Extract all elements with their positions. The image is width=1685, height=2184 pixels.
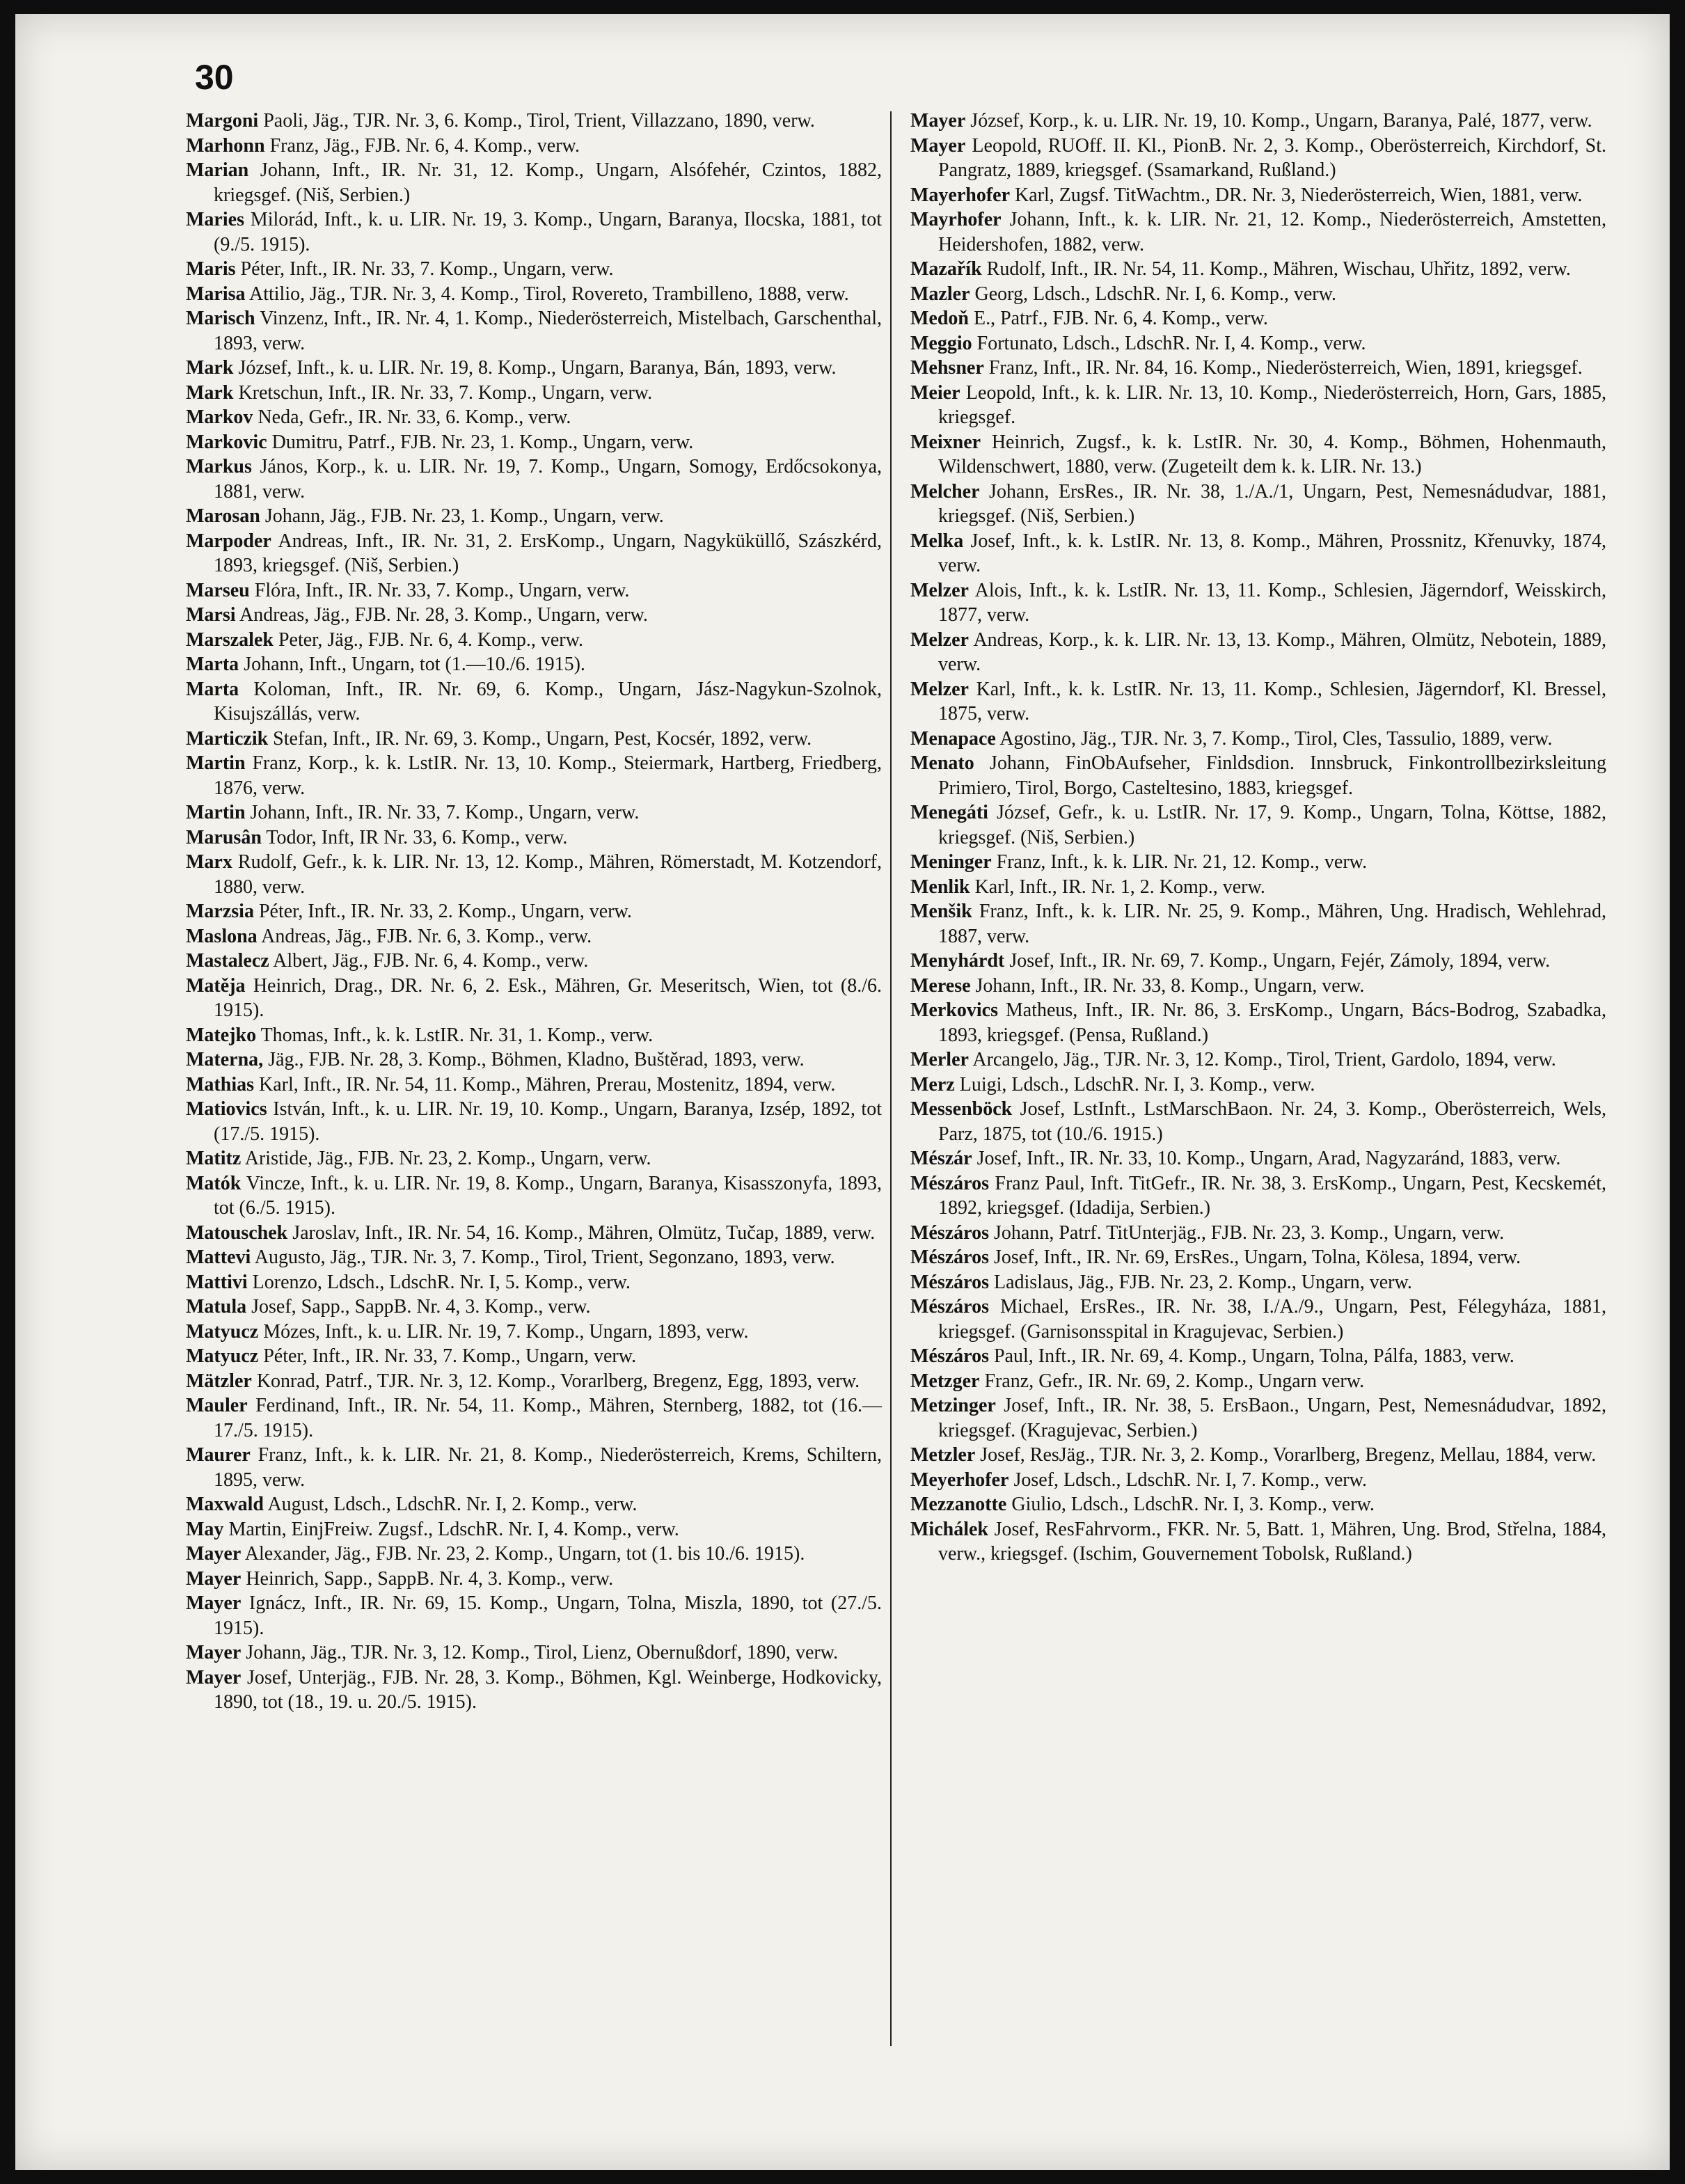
entry-details: Flóra, Inft., IR. Nr. 33, 7. Komp., Ungarn, verw. xyxy=(249,579,630,601)
roster-entry xyxy=(186,1023,882,1048)
entry-surname: Maris xyxy=(186,258,236,280)
roster-entry xyxy=(186,1245,882,1270)
roster-entry xyxy=(186,1171,882,1221)
roster-entry xyxy=(910,1097,1606,1146)
entry-details: István, Inft., k. u. LIR. Nr. 19, 10. Komp., Ungarn, Baranya, Izsép, 1892, tot (17./5. 1915). xyxy=(214,1098,882,1145)
entry-surname: Medoň xyxy=(910,308,969,329)
roster-entry xyxy=(910,207,1606,257)
roster-entry xyxy=(186,628,882,653)
entry-surname: Melzer xyxy=(910,628,969,651)
entry-surname: Mauler xyxy=(186,1395,248,1416)
roster-entry xyxy=(910,677,1606,727)
roster-entry xyxy=(186,356,882,381)
entry-details: Lorenzo, Ldsch., LdschR. Nr. I, 5. Komp., verw. xyxy=(247,1271,631,1293)
document-page xyxy=(15,14,1670,2170)
entry-details: Josef, Sapp., SappB. Nr. 4, 3. Komp., verw. xyxy=(246,1296,591,1317)
entry-surname: Mészáros xyxy=(910,1345,989,1367)
entry-details: Kretschun, Inft., IR. Nr. 33, 7. Komp., Ungarn, verw. xyxy=(233,381,653,404)
entry-surname: Matók xyxy=(186,1172,242,1194)
roster-entry xyxy=(910,1443,1606,1468)
roster-entry xyxy=(910,998,1606,1047)
roster-entry xyxy=(186,1295,882,1320)
entry-details: Alexander, Jäg., FJB. Nr. 23, 2. Komp., Ungarn, tot (1. bis 10./6. 1915). xyxy=(241,1543,805,1565)
entry-surname: Matouschek xyxy=(186,1221,288,1244)
entry-surname: Marusân xyxy=(186,826,262,848)
entry-details: Ferdinand, Inft., IR. Nr. 54, 11. Komp., Mähren, Sternberg, 1882, tot (16.—17./5. 1915). xyxy=(214,1395,882,1441)
entry-surname: Margoni xyxy=(186,110,259,132)
roster-entry xyxy=(186,207,882,257)
entry-details: Franz, Korp., k. k. LstIR. Nr. 13, 10. Komp., Steiermark, Hartberg, Friedberg, 1876, verw. xyxy=(214,752,882,799)
entry-details: Johann, Jäg., TJR. Nr. 3, 12. Komp., Tirol, Lienz, Obernußdorf, 1890, verw. xyxy=(241,1642,839,1663)
entry-details: Neda, Gefr., IR. Nr. 33, 6. Komp., verw. xyxy=(253,406,571,428)
entry-details: Milorád, Inft., k. u. LIR. Nr. 19, 3. Komp., Ungarn, Baranya, Ilocska, 1881, tot (9./5. 1915). xyxy=(214,209,882,255)
roster-entry xyxy=(186,306,882,356)
entry-details: Johann, FinObAufseher, Finldsdion. Innsbruck, Finkontrollbezirksleitung Primiero, Tirol, Borgo, Casteltesino, 1883, kriegsgef. xyxy=(938,752,1606,799)
entry-surname: Marisa xyxy=(186,283,246,305)
roster-entry xyxy=(186,578,882,603)
entry-surname: Matiovics xyxy=(186,1098,267,1120)
roster-entry xyxy=(186,825,882,850)
entry-surname: Menlik xyxy=(910,876,970,898)
entry-details: Thomas, Inft., k. k. LstIR. Nr. 31, 1. Komp., verw. xyxy=(256,1024,654,1046)
entry-surname: Mathias xyxy=(186,1073,254,1095)
entry-details: Paul, Inft., IR. Nr. 69, 4. Komp., Ungarn, Tolna, Pálfa, 1883, verw. xyxy=(989,1345,1514,1367)
roster-entry xyxy=(186,1567,882,1592)
roster-entry xyxy=(910,949,1606,974)
entry-details: Johann, Inft., Ungarn, tot (1.—10./6. 1915). xyxy=(239,654,585,675)
roster-entry xyxy=(186,1146,882,1171)
entry-surname: Marx xyxy=(186,851,232,873)
entry-surname: Maxwald xyxy=(186,1494,264,1515)
roster-entry xyxy=(910,751,1606,800)
entry-surname: Matyucz xyxy=(186,1320,259,1343)
entry-surname: Meninger xyxy=(910,851,992,873)
roster-entry xyxy=(186,652,882,677)
roster-entry xyxy=(186,677,882,727)
entry-details: Andreas, Jäg., FJB. Nr. 6, 3. Komp., verw. xyxy=(257,925,592,947)
roster-entry xyxy=(910,899,1606,949)
entry-surname: Mazler xyxy=(910,283,970,305)
roster-entry xyxy=(910,1047,1606,1073)
entry-surname: Melka xyxy=(910,530,964,552)
entry-details: Jaroslav, Inft., IR. Nr. 54, 16. Komp., Mähren, Olmütz, Tučap, 1889, verw. xyxy=(287,1221,876,1244)
entry-surname: Marta xyxy=(186,654,239,675)
entry-details: Todor, Inft, IR Nr. 33, 6. Komp., verw. xyxy=(261,826,568,848)
roster-entry xyxy=(910,1468,1606,1493)
roster-entry xyxy=(186,1517,882,1542)
entry-details: Karl, Inft., k. k. LstIR. Nr. 13, 11. Komp., Schlesien, Jägerndorf, Kl. Bressel, 1875, verw. xyxy=(938,678,1606,725)
roster-entry xyxy=(186,1443,882,1492)
entry-surname: Mészáros xyxy=(910,1172,989,1194)
roster-entry xyxy=(910,430,1606,480)
entry-surname: Mayer xyxy=(186,1543,242,1565)
entry-details: Josef, Inft., IR. Nr. 38, 5. ErsBaon., Ungarn, Pest, Nemesnádudvar, 1892, kriegsgef. (Kragujevac, Serbien.) xyxy=(938,1395,1606,1441)
roster-entry xyxy=(910,1270,1606,1295)
entry-surname: Mehsner xyxy=(910,357,984,379)
entry-details: Vinzenz, Inft., IR. Nr. 4, 1. Komp., Niederösterreich, Mistelbach, Garschenthal, 1893, verw. xyxy=(214,308,882,354)
entry-details: Georg, Ldsch., LdschR. Nr. I, 6. Komp., verw. xyxy=(970,283,1336,305)
roster-entry xyxy=(910,381,1606,430)
roster-entry xyxy=(910,480,1606,529)
roster-entry xyxy=(186,1393,882,1443)
roster-entry xyxy=(910,183,1606,208)
roster-entry xyxy=(186,800,882,825)
roster-entry xyxy=(910,134,1606,183)
entry-details: Johann, Inft., IR. Nr. 33, 7. Komp., Ungarn, verw. xyxy=(245,802,640,823)
entry-surname: Messenböck xyxy=(910,1098,1013,1120)
entry-details: Leopold, RUOff. II. Kl., PionB. Nr. 2, 3. Komp., Oberösterreich, Kirchdorf, St. Pangratz, 1889, kriegsgef. (Ssamarkand, Rußland.) xyxy=(938,134,1606,181)
roster-entry xyxy=(186,949,882,974)
entry-details: Josef, Inft., IR. Nr. 69, ErsRes., Ungarn, Tolna, Kölesa, 1894, verw. xyxy=(989,1247,1521,1268)
entry-details: Mózes, Inft., k. u. LIR. Nr. 19, 7. Komp., Ungarn, 1893, verw. xyxy=(258,1320,749,1343)
entry-surname: Meier xyxy=(910,381,960,404)
entry-surname: May xyxy=(186,1518,224,1540)
entry-details: József, Gefr., k. u. LstIR. Nr. 17, 9. Komp., Ungarn, Tolna, Köttse, 1882, kriegsgef. (Niš, Serbien.) xyxy=(938,802,1606,848)
entry-surname: Menato xyxy=(910,752,974,774)
roster-entry xyxy=(186,1097,882,1146)
roster-entry xyxy=(910,727,1606,752)
entry-surname: Matyucz xyxy=(186,1345,259,1367)
entry-surname: Marsi xyxy=(186,604,236,626)
entry-surname: Mark xyxy=(186,357,234,379)
entry-surname: Maslona xyxy=(186,925,258,947)
roster-entry xyxy=(910,1492,1606,1517)
roster-entry xyxy=(910,1245,1606,1270)
entry-details: Josef, Inft., k. k. LstIR. Nr. 13, 8. Komp., Mähren, Prossnitz, Křenuvky, 1874, verw. xyxy=(938,530,1606,576)
roster-entry xyxy=(186,974,882,1023)
entry-details: Rudolf, Inft., IR. Nr. 54, 11. Komp., Mähren, Wischau, Uhřitz, 1892, verw. xyxy=(981,258,1571,280)
entry-surname: Mészáros xyxy=(910,1247,989,1268)
roster-entry xyxy=(186,1047,882,1073)
entry-details: Johann, Inft., IR. Nr. 31, 12. Komp., Ungarn, Alsófehér, Czintos, 1882, kriegsgef. (Niš, Serbien.) xyxy=(214,159,882,206)
entry-surname: Mattivi xyxy=(186,1271,248,1293)
roster-entry xyxy=(910,356,1606,381)
roster-entry xyxy=(186,282,882,307)
entry-details: Josef, ResFahrvorm., FKR. Nr. 5, Batt. 1, Mähren, Ung. Brod, Střelna, 1884, verw., kriegsgef. (Ischim, Gouvernement Tobolsk, Rußland.) xyxy=(938,1518,1606,1565)
entry-details: Peter, Jäg., FJB. Nr. 6, 4. Komp., verw. xyxy=(273,628,584,651)
entry-details: August, Ldsch., LdschR. Nr. I, 2. Komp., verw. xyxy=(264,1494,638,1515)
entry-surname: Mark xyxy=(186,381,234,404)
entry-details: Leopold, Inft., k. k. LIR. Nr. 13, 10. Komp., Niederösterreich, Horn, Gars, 1885, kriegsgef. xyxy=(938,381,1606,428)
entry-surname: Marta xyxy=(186,678,239,700)
roster-entry xyxy=(910,578,1606,628)
entry-details: Alois, Inft., k. k. LstIR. Nr. 13, 11. Komp., Schlesien, Jägerndorf, Weisskirch, 1877, verw. xyxy=(938,579,1606,626)
roster-entry xyxy=(186,899,882,924)
entry-details: Stefan, Inft., IR. Nr. 69, 3. Komp., Ungarn, Pest, Kocsér, 1892, verw. xyxy=(268,727,812,750)
roster-entry xyxy=(910,875,1606,900)
roster-entry xyxy=(910,282,1606,307)
entry-surname: Marpoder xyxy=(186,530,271,552)
entry-details: Franz, Inft., k. k. LIR. Nr. 25, 9. Komp., Mähren, Ung. Hradisch, Wehlehrad, 1887, verw. xyxy=(938,901,1606,947)
entry-surname: Menapace xyxy=(910,727,996,750)
entry-details: Heinrich, Sapp., SappB. Nr. 4, 3. Komp., verw. xyxy=(241,1567,614,1590)
roster-entry xyxy=(910,1073,1606,1098)
left-column xyxy=(186,109,882,1715)
entry-surname: Mayerhofer xyxy=(910,184,1011,206)
roster-entry xyxy=(186,405,882,430)
entry-surname: Merz xyxy=(910,1073,955,1095)
roster-entry xyxy=(910,257,1606,282)
entry-details: Franz Paul, Inft. TitGefr., IR. Nr. 38, 3. ErsKomp., Ungarn, Pest, Kecskemét, 1892, kriegsgef. (Idadija, Serbien.) xyxy=(938,1172,1606,1219)
roster-entry xyxy=(186,727,882,752)
entry-details: Josef, Inft., IR. Nr. 69, 7. Komp., Ungarn, Fejér, Zámoly, 1894, verw. xyxy=(1004,950,1551,972)
roster-entry xyxy=(910,306,1606,331)
right-column xyxy=(910,109,1606,1567)
entry-surname: Mayrhofer xyxy=(910,209,1002,230)
entry-surname: Mayer xyxy=(910,110,966,132)
roster-entry xyxy=(186,751,882,800)
roster-entry xyxy=(910,628,1606,677)
entry-surname: Merese xyxy=(910,974,971,997)
entry-surname: Mastalecz xyxy=(186,950,269,972)
entry-details: Ignácz, Inft., IR. Nr. 69, 15. Komp., Ungarn, Tolna, Miszla, 1890, tot (27./5. 1915). xyxy=(214,1592,882,1639)
roster-entry xyxy=(910,850,1606,875)
entry-surname: Mayer xyxy=(186,1567,242,1590)
entry-details: Agostino, Jäg., TJR. Nr. 3, 7. Komp., Tirol, Cles, Tassulio, 1889, verw. xyxy=(995,727,1553,750)
entry-surname: Marisch xyxy=(186,308,255,329)
roster-entry xyxy=(910,331,1606,356)
roster-entry xyxy=(186,1320,882,1345)
entry-details: Johann, ErsRes., IR. Nr. 38, 1./A./1, Ungarn, Pest, Nemesnádudvar, 1881, kriegsgef. (Niš, Serbien.) xyxy=(938,480,1606,527)
entry-details: József, Korp., k. u. LIR. Nr. 19, 10. Komp., Ungarn, Baranya, Palé, 1877, verw. xyxy=(965,110,1592,132)
page-number: 30 xyxy=(195,58,234,97)
roster-entry xyxy=(186,381,882,406)
entry-details: Franz, Inft., IR. Nr. 84, 16. Komp., Niederösterreich, Wien, 1891, kriegsgef. xyxy=(983,357,1583,379)
roster-entry xyxy=(186,603,882,628)
entry-surname: Meggio xyxy=(910,332,972,354)
roster-entry xyxy=(186,529,882,578)
entry-surname: Mészáros xyxy=(910,1296,989,1317)
entry-details: Péter, Inft., IR. Nr. 33, 2. Komp., Ungarn, verw. xyxy=(253,901,632,922)
roster-entry xyxy=(186,430,882,455)
entry-surname: Matěja xyxy=(186,974,246,997)
roster-entry xyxy=(186,109,882,134)
entry-surname: Markov xyxy=(186,406,253,428)
entry-surname: Matejko xyxy=(186,1024,257,1046)
entry-details: Péter, Inft., IR. Nr. 33, 7. Komp., Ungarn, verw. xyxy=(235,258,614,280)
entry-details: Paoli, Jäg., TJR. Nr. 3, 6. Komp., Tirol, Trient, Villazzano, 1890, verw. xyxy=(258,110,815,132)
roster-entry xyxy=(186,504,882,529)
entry-details: Andreas, Jäg., FJB. Nr. 28, 3. Komp., Ungarn, verw. xyxy=(235,604,648,626)
entry-details: Franz, Inft., k. k. LIR. Nr. 21, 12. Komp., verw. xyxy=(991,851,1368,873)
entry-details: Aristide, Jäg., FJB. Nr. 23, 2. Komp., Ungarn, verw. xyxy=(241,1148,651,1169)
entry-details: Karl, Inft., IR. Nr. 1, 2. Komp., verw. xyxy=(970,876,1265,898)
entry-details: Augusto, Jäg., TJR. Nr. 3, 7. Komp., Tirol, Trient, Segonzano, 1893, verw. xyxy=(251,1247,835,1268)
entry-surname: Melcher xyxy=(910,480,980,503)
entry-surname: Melzer xyxy=(910,678,969,700)
roster-entry xyxy=(186,924,882,949)
entry-details: Andreas, Inft., IR. Nr. 31, 2. ErsKomp., Ungarn, Nagyküküllő, Szászkérd, 1893, kriegsgef. (Niš, Serbien.) xyxy=(214,530,882,576)
entry-details: Giulio, Ldsch., LdschR. Nr. I, 3. Komp., verw. xyxy=(1006,1494,1375,1515)
entry-details: Martin, EinjFreiw. Zugsf., LdschR. Nr. I, 4. Komp., verw. xyxy=(223,1518,679,1540)
entry-details: Attilio, Jäg., TJR. Nr. 3, 4. Komp., Tirol, Rovereto, Trambilleno, 1888, verw. xyxy=(245,283,849,305)
entry-details: Josef, Inft., IR. Nr. 33, 10. Komp., Ungarn, Arad, Nagyzaránd, 1883, verw. xyxy=(972,1148,1561,1169)
entry-surname: Menšik xyxy=(910,901,972,922)
entry-details: Franz, Jäg., FJB. Nr. 6, 4. Komp., verw. xyxy=(264,134,580,157)
entry-surname: Marzsia xyxy=(186,901,254,922)
entry-surname: Mayer xyxy=(186,1592,242,1614)
roster-entry xyxy=(910,529,1606,578)
entry-surname: Mészáros xyxy=(910,1271,989,1293)
entry-surname: Mészáros xyxy=(910,1221,989,1244)
entry-surname: Mattevi xyxy=(186,1247,251,1268)
roster-entry xyxy=(910,974,1606,999)
roster-entry xyxy=(186,1221,882,1246)
entry-surname: Michálek xyxy=(910,1518,988,1540)
roster-entry xyxy=(910,1344,1606,1369)
entry-surname: Mazařík xyxy=(910,258,982,280)
entry-surname: Marhonn xyxy=(186,134,265,157)
entry-surname: Maries xyxy=(186,209,244,230)
entry-surname: Metzger xyxy=(910,1370,980,1392)
roster-entry xyxy=(910,1221,1606,1246)
entry-surname: Metzler xyxy=(910,1444,976,1466)
roster-entry xyxy=(910,109,1606,134)
entry-details: Franz, Inft., k. k. LIR. Nr. 21, 8. Komp., Niederösterreich, Krems, Schiltern, 1895, verw. xyxy=(214,1444,882,1491)
entry-details: Karl, Zugsf. TitWachtm., DR. Nr. 3, Niederösterreich, Wien, 1881, verw. xyxy=(1010,184,1583,206)
roster-entry xyxy=(186,454,882,504)
entry-surname: Mezzanotte xyxy=(910,1494,1007,1515)
entry-surname: Markus xyxy=(186,456,252,477)
entry-surname: Mészár xyxy=(910,1148,972,1169)
roster-entry xyxy=(186,1591,882,1640)
entry-details: Jäg., FJB. Nr. 28, 3. Komp., Böhmen, Kladno, Buštěrad, 1893, verw. xyxy=(263,1049,805,1070)
entry-details: Josef, Unterjäg., FJB. Nr. 28, 3. Komp., Böhmen, Kgl. Weinberge, Hodkovicky, 1890, tot (18., 19. u. 20./5. 1915). xyxy=(214,1666,882,1713)
entry-surname: Mayer xyxy=(910,134,966,157)
entry-details: Dumitru, Patrf., FJB. Nr. 23, 1. Komp., Ungarn, verw. xyxy=(267,431,694,453)
entry-surname: Merkovics xyxy=(910,999,998,1021)
entry-details: Josef, ResJäg., TJR. Nr. 3, 2. Komp., Vorarlberg, Bregenz, Mellau, 1884, verw. xyxy=(975,1444,1597,1466)
entry-details: Vincze, Inft., k. u. LIR. Nr. 19, 8. Komp., Ungarn, Baranya, Kisasszonyfa, 1893, tot (6./5. 1915). xyxy=(214,1172,882,1219)
entry-details: Fortunato, Ldsch., LdschR. Nr. I, 4. Komp., verw. xyxy=(972,332,1366,354)
entry-details: Heinrich, Zugsf., k. k. LstIR. Nr. 30, 4. Komp., Böhmen, Hohenmauth, Wildenschwert, 1880, verw. (Zugeteilt dem k. k. LIR. Nr. 13.) xyxy=(938,431,1606,477)
entry-surname: Melzer xyxy=(910,579,969,601)
entry-details: Koloman, Inft., IR. Nr. 69, 6. Komp., Ungarn, Jász-Nagykun-Szolnok, Kisujszállás, verw. xyxy=(214,678,882,725)
entry-surname: Markovic xyxy=(186,431,267,453)
entry-details: Ladislaus, Jäg., FJB. Nr. 23, 2. Komp., Ungarn, verw. xyxy=(989,1271,1412,1293)
roster-entry xyxy=(910,1295,1606,1344)
roster-entry xyxy=(910,1393,1606,1443)
entry-surname: Marosan xyxy=(186,505,260,527)
entry-surname: Matula xyxy=(186,1296,247,1317)
roster-entry xyxy=(186,1344,882,1369)
entry-surname: Metzinger xyxy=(910,1395,996,1416)
entry-details: Josef, LstInft., LstMarschBaon. Nr. 24, 3. Komp., Oberösterreich, Wels, Parz, 1875, tot (10./6. 1915.) xyxy=(938,1098,1606,1145)
entry-details: Johann, Inft., IR. Nr. 33, 8. Komp., Ungarn, verw. xyxy=(970,974,1365,997)
roster-entry xyxy=(910,1369,1606,1394)
roster-entry xyxy=(910,1146,1606,1171)
entry-details: E., Patrf., FJB. Nr. 6, 4. Komp., verw. xyxy=(969,308,1268,329)
roster-entry xyxy=(186,158,882,207)
roster-entry xyxy=(186,1270,882,1295)
entry-details: Michael, ErsRes., IR. Nr. 38, I./A./9., Ungarn, Pest, Félegyháza, 1881, kriegsgef. (Garnisonsspital in Kragujevac, Serbien.) xyxy=(938,1296,1606,1343)
entry-surname: Mätzler xyxy=(186,1370,252,1392)
entry-details: Rudolf, Gefr., k. k. LIR. Nr. 13, 12. Komp., Mähren, Römerstadt, M. Kotzendorf, 1880, verw. xyxy=(214,851,882,898)
entry-details: Luigi, Ldsch., LdschR. Nr. I, 3. Komp., verw. xyxy=(954,1073,1315,1095)
entry-surname: Marian xyxy=(186,159,249,181)
entry-details: Johann, Patrf. TitUnterjäg., FJB. Nr. 23, 3. Komp., Ungarn, verw. xyxy=(989,1221,1505,1244)
roster-entry xyxy=(910,1171,1606,1221)
entry-details: Franz, Gefr., IR. Nr. 69, 2. Komp., Ungarn verw. xyxy=(979,1370,1365,1392)
column-divider xyxy=(890,111,892,2046)
entry-details: János, Korp., k. u. LIR. Nr. 19, 7. Komp., Ungarn, Somogy, Erdőcsokonya, 1881, verw. xyxy=(214,456,882,503)
entry-details: Arcangelo, Jäg., TJR. Nr. 3, 12. Komp., Tirol, Trient, Gardolo, 1894, verw. xyxy=(968,1049,1556,1070)
entry-details: Johann, Jäg., FJB. Nr. 23, 1. Komp., Ungarn, verw. xyxy=(260,505,664,527)
entry-details: Johann, Inft., k. k. LIR. Nr. 21, 12. Komp., Niederösterreich, Amstetten, Heidershofen, 1882, verw. xyxy=(938,209,1606,255)
entry-details: Andreas, Korp., k. k. LIR. Nr. 13, 13. Komp., Mähren, Olmütz, Nebotein, 1889, verw. xyxy=(938,628,1606,675)
entry-surname: Meyerhofer xyxy=(910,1469,1009,1491)
roster-entry xyxy=(186,1665,882,1715)
entry-surname: Marseu xyxy=(186,579,250,601)
entry-surname: Merler xyxy=(910,1049,969,1070)
entry-surname: Martin xyxy=(186,752,246,774)
entry-details: Karl, Inft., IR. Nr. 54, 11. Komp., Mähren, Prerau, Mostenitz, 1894, verw. xyxy=(254,1073,836,1095)
entry-details: József, Inft., k. u. LIR. Nr. 19, 8. Komp., Ungarn, Baranya, Bán, 1893, verw. xyxy=(233,357,837,379)
entry-details: Albert, Jäg., FJB. Nr. 6, 4. Komp., verw. xyxy=(269,950,589,972)
roster-entry xyxy=(186,1492,882,1517)
entry-details: Konrad, Patrf., TJR. Nr. 3, 12. Komp., Vorarlberg, Bregenz, Egg, 1893, verw. xyxy=(251,1370,860,1392)
roster-entry xyxy=(186,1073,882,1098)
roster-entry xyxy=(186,850,882,899)
entry-surname: Menegáti xyxy=(910,802,988,823)
entry-details: Péter, Inft., IR. Nr. 33, 7. Komp., Ungarn, verw. xyxy=(258,1345,637,1367)
roster-entry xyxy=(910,800,1606,850)
entry-surname: Meixner xyxy=(910,431,981,453)
entry-surname: Matitz xyxy=(186,1148,242,1169)
roster-entry xyxy=(186,1369,882,1394)
roster-entry xyxy=(186,257,882,282)
entry-surname: Mayer xyxy=(186,1642,242,1663)
roster-entry xyxy=(186,1542,882,1567)
entry-surname: Menyhárdt xyxy=(910,950,1005,972)
roster-entry xyxy=(186,1640,882,1665)
entry-details: Matheus, Inft., IR. Nr. 86, 3. ErsKomp., Ungarn, Bács-Bodrog, Szabadka, 1893, kriegsgef. (Pensa, Rußland.) xyxy=(938,999,1606,1046)
roster-entry xyxy=(910,1517,1606,1567)
roster-entry xyxy=(186,134,882,159)
entry-surname: Mayer xyxy=(186,1666,242,1688)
entry-surname: Maurer xyxy=(186,1444,251,1466)
entry-surname: Materna, xyxy=(186,1049,264,1070)
entry-surname: Marszalek xyxy=(186,628,274,651)
entry-surname: Marticzik xyxy=(186,727,269,750)
entry-details: Josef, Ldsch., LdschR. Nr. I, 7. Komp., verw. xyxy=(1008,1469,1368,1491)
entry-surname: Martin xyxy=(186,802,246,823)
entry-details: Heinrich, Drag., DR. Nr. 6, 2. Esk., Mähren, Gr. Meseritsch, Wien, tot (8./6. 1915). xyxy=(214,974,882,1021)
